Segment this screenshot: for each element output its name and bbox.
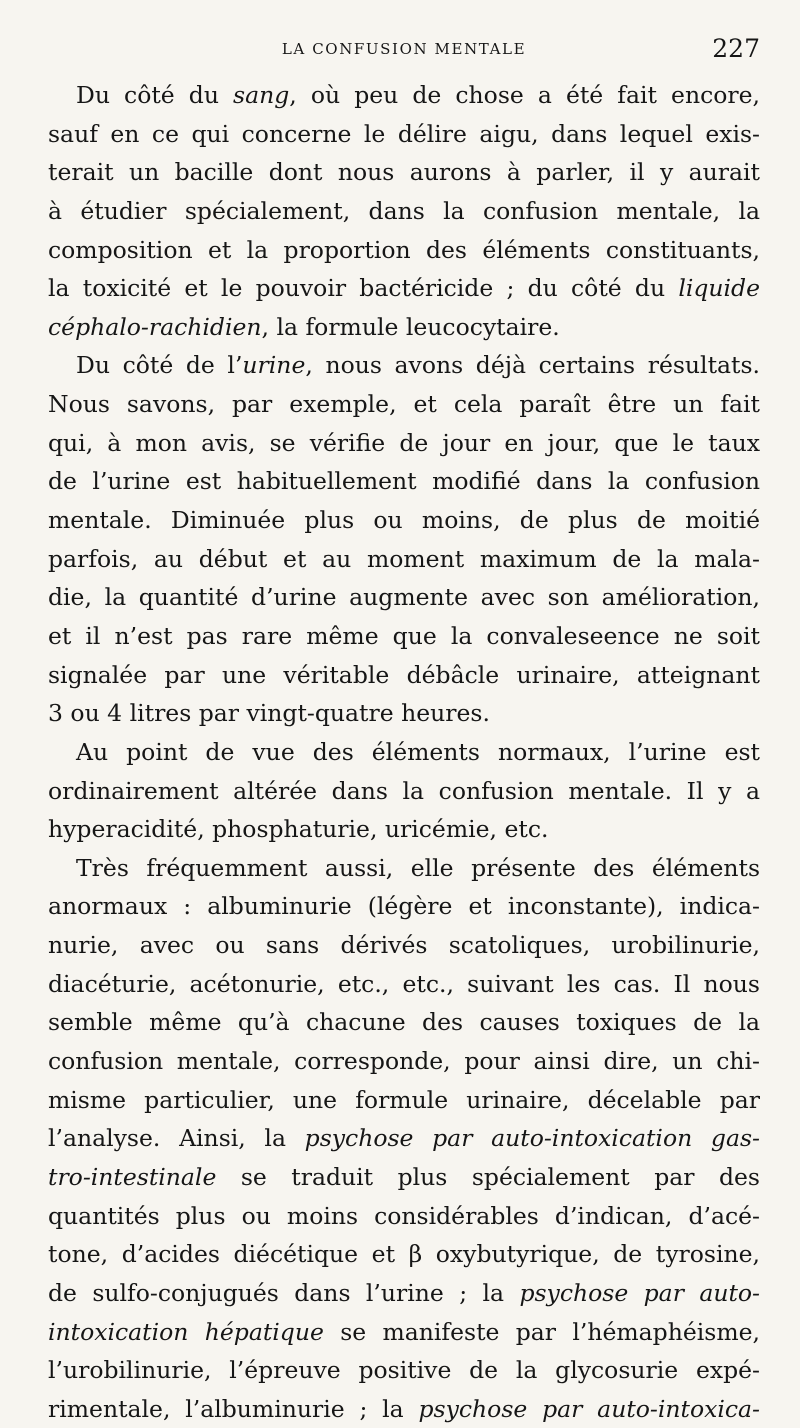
text-line	[48, 1390, 760, 1428]
text-segment: mentale. Diminuée plus ou moins, de plus de moitié	[48, 506, 760, 535]
text-line	[48, 231, 760, 270]
text-segment: composition et la proportion des éléments constituants,	[48, 235, 760, 264]
text-line	[48, 1274, 760, 1313]
text-line	[48, 1003, 760, 1042]
text-segment: se traduit plus spécialement par des	[216, 1162, 760, 1191]
text-line	[48, 1042, 760, 1081]
text-segment: tone, d’acides diécétique et β oxybutyrique, de tyrosine,	[48, 1240, 760, 1269]
text-line	[48, 269, 760, 308]
italic-text: urine	[242, 351, 306, 380]
italic-text: psychose par auto-	[519, 1278, 761, 1307]
text-segment: à étudier spécialement, dans la confusion mentale, la	[48, 196, 760, 225]
text-line	[48, 617, 760, 656]
text-segment: , la formule leucocytaire.	[261, 312, 560, 341]
text-line	[48, 1235, 760, 1274]
text-line	[48, 308, 760, 347]
page-header	[48, 34, 760, 64]
page-number: 227	[712, 34, 760, 63]
italic-text: liquide	[678, 274, 760, 303]
italic-text: psychose par auto-intoxication gas-	[304, 1124, 760, 1153]
text-segment: hyperacidité, phosphaturie, uricémie, etc.	[48, 815, 549, 844]
text-segment: parfois, au début et au moment maximum de la mala-	[48, 544, 760, 573]
text-segment: diacéturie, acétonurie, etc., etc., suivant les cas. Il nous	[48, 969, 760, 998]
italic-text: intoxication hépatique	[48, 1317, 324, 1346]
text-segment: quantités plus ou moins considérables d’indican, d’acé-	[48, 1201, 760, 1230]
text-line	[48, 462, 760, 501]
text-segment: Au point de vue des éléments normaux, l’urine est	[76, 737, 760, 766]
text-line	[48, 115, 760, 154]
text-line	[48, 424, 760, 463]
text-segment: semble même qu’à chacune des causes toxiques de la	[48, 1008, 760, 1037]
text-line	[48, 1351, 760, 1390]
text-line	[48, 965, 760, 1004]
text-segment: confusion mentale, corresponde, pour ainsi dire, un chi-	[48, 1047, 760, 1076]
text-segment: nurie, avec ou sans dérivés scatoliques, urobilinurie,	[48, 931, 760, 960]
text-segment: anormaux : albuminurie (légère et inconstante), indica-	[48, 892, 760, 921]
text-segment: Très fréquemment aussi, elle présente des éléments	[76, 853, 760, 882]
text-line	[48, 1197, 760, 1236]
text-line	[48, 733, 760, 772]
italic-text: sang	[233, 81, 290, 109]
text-segment: la toxicité et le pouvoir bactéricide ; du côté du	[48, 274, 679, 303]
text-segment: terait un bacille dont nous aurons à parler, il y aurait	[48, 158, 760, 187]
text-line	[48, 1119, 760, 1158]
text-line	[48, 656, 760, 695]
text-line	[48, 1158, 760, 1197]
text-segment: die, la quantité d’urine augmente avec son amélioration,	[48, 583, 760, 612]
text-segment: de l’urine est habituellement modifié dans la confusion	[48, 467, 760, 496]
running-head: LA CONFUSION MENTALE	[281, 40, 527, 58]
text-line	[48, 1313, 760, 1352]
text-line	[48, 153, 760, 192]
text-segment: et il n’est pas rare même que la convaleseence ne soit	[48, 621, 760, 650]
text-line	[48, 772, 760, 811]
italic-text: tro-intestinale	[48, 1162, 217, 1191]
text-segment: ordinairement altérée dans la confusion mentale. Il y a	[48, 776, 760, 805]
text-segment: qui, à mon avis, se vérifie de jour en jour, que le taux	[48, 428, 760, 457]
text-segment: misme particulier, une formule urinaire, décelable par	[48, 1085, 760, 1114]
text-segment: Du côté du	[76, 81, 234, 109]
italic-text: céphalo-rachidien	[48, 312, 262, 341]
text-segment: , nous avons déjà certains résultats.	[305, 351, 761, 380]
text-segment: l’analyse. Ainsi, la	[48, 1124, 305, 1153]
text-line	[48, 887, 760, 926]
text-line	[48, 76, 760, 115]
text-line	[48, 346, 760, 385]
text-line	[48, 540, 760, 579]
body-text	[48, 76, 760, 1428]
text-segment: de sulfo-conjugués dans l’urine ; la	[48, 1278, 520, 1307]
text-line	[48, 578, 760, 617]
text-line	[48, 694, 760, 733]
text-segment: 3 ou 4 litres par vingt-quatre heures.	[48, 699, 490, 728]
text-segment: , où peu de chose a été fait encore,	[289, 81, 760, 109]
text-line	[48, 849, 760, 888]
text-segment: Du côté de l’	[76, 351, 243, 380]
text-segment: Nous savons, par exemple, et cela paraît être un fait	[48, 390, 760, 419]
text-line	[48, 810, 760, 849]
text-segment: l’urobilinurie, l’épreuve positive de la glycosurie expé-	[48, 1356, 760, 1385]
italic-text: psychose par auto-intoxica-	[418, 1394, 760, 1423]
text-line	[48, 192, 760, 231]
text-line	[48, 385, 760, 424]
text-line	[48, 926, 760, 965]
text-segment: sauf en ce qui concerne le délire aigu, dans lequel exis-	[48, 119, 760, 148]
text-line	[48, 501, 760, 540]
text-segment: se manifeste par l’hémaphéisme,	[323, 1317, 760, 1346]
text-line	[48, 1081, 760, 1120]
text-segment: rimentale, l’albuminurie ; la	[48, 1394, 419, 1423]
text-segment: signalée par une véritable débâcle urinaire, atteignant	[48, 660, 760, 689]
